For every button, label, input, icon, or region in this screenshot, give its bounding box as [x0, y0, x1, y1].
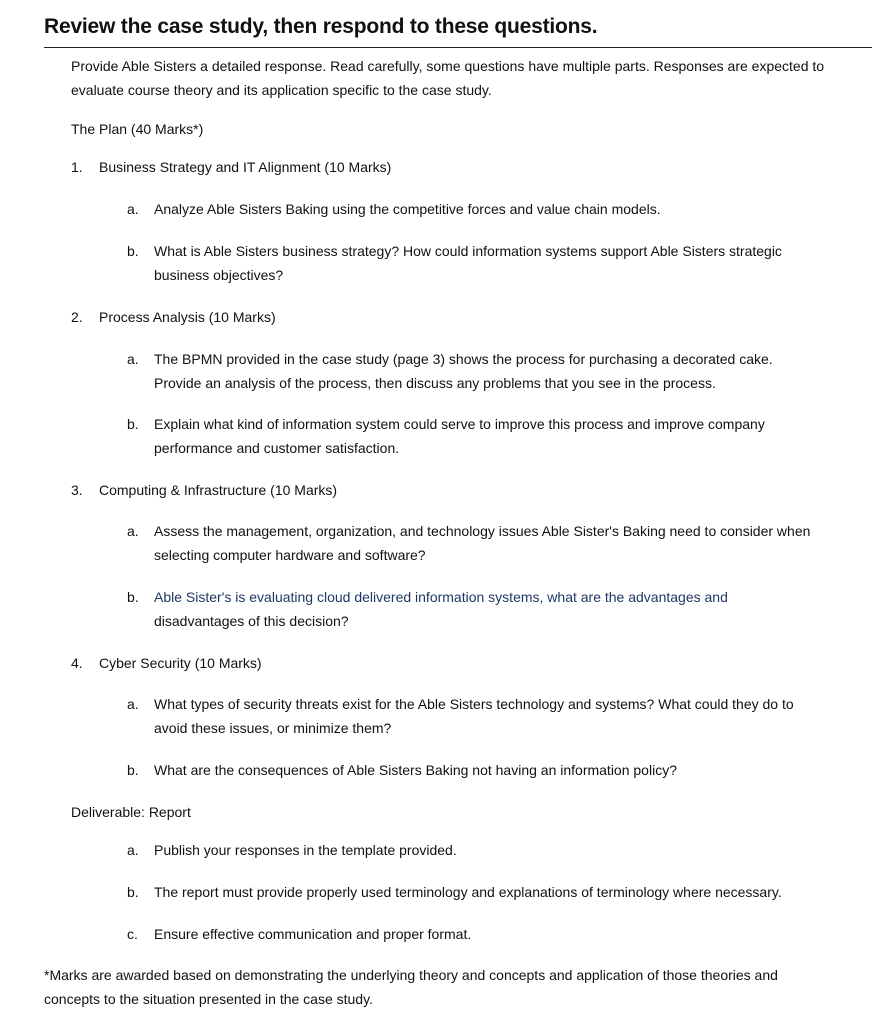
deliverable-item: The report must provide properly used terminology and explanations of terminology where necessary. — [154, 884, 782, 900]
question-text: disadvantages of this decision? — [154, 613, 349, 629]
plan-title: The Plan (40 Marks*) — [71, 121, 204, 137]
question-letter: b. — [127, 589, 139, 605]
footnote: *Marks are awarded based on demonstrating the underlying theory and concepts and application of those theories and — [44, 967, 778, 983]
section-number: 4. — [71, 655, 83, 671]
question-letter: b. — [127, 243, 139, 259]
question-letter: b. — [127, 416, 139, 432]
section-number: 1. — [71, 159, 83, 175]
question-text: What is Able Sisters business strategy? How could information systems support Able Sisters strategic — [154, 243, 782, 259]
question-text: performance and customer satisfaction. — [154, 440, 400, 456]
intro-paragraph: Provide Able Sisters a detailed response. Read carefully, some questions have multiple parts. Responses are expected to evaluate course theory and its application specific to the case study. — [71, 58, 825, 98]
page-title: Review the case study, then respond to these questions. — [44, 13, 872, 48]
deliverable-title: Deliverable: Report — [71, 804, 191, 820]
deliverable-letter: a. — [127, 842, 139, 858]
footnote: concepts to the situation presented in the case study. — [44, 991, 373, 1007]
question-letter: a. — [127, 201, 139, 217]
question-letter: a. — [127, 523, 139, 539]
deliverable-item: Ensure effective communication and proper format. — [154, 926, 472, 942]
deliverable-letter: c. — [127, 926, 138, 942]
question-text: Explain what kind of information system could serve to improve this process and improve company — [154, 416, 765, 432]
question-text: Analyze Able Sisters Baking using the competitive forces and value chain models. — [154, 201, 661, 217]
section-title: Process Analysis (10 Marks) — [99, 309, 276, 325]
question-text: What types of security threats exist for the Able Sisters technology and systems? What could they do to — [154, 696, 794, 712]
question-text: The BPMN provided in the case study (page 3) shows the process for purchasing a decorated cake. — [154, 351, 773, 367]
question-text: Provide an analysis of the process, then discuss any problems that you see in the process. — [154, 375, 716, 391]
question-letter: b. — [127, 762, 139, 778]
deliverable-letter: b. — [127, 884, 139, 900]
question-text: What are the consequences of Able Sisters Baking not having an information policy? — [154, 762, 677, 778]
deliverable-item: Publish your responses in the template provided. — [154, 842, 457, 858]
section-title: Cyber Security (10 Marks) — [99, 655, 262, 671]
question-text: Able Sister's is evaluating cloud delivered information systems, what are the advantages and — [154, 589, 728, 605]
section-number: 2. — [71, 309, 83, 325]
section-number: 3. — [71, 482, 83, 498]
question-letter: a. — [127, 696, 139, 712]
question-text: selecting computer hardware and software? — [154, 547, 426, 563]
section-title: Business Strategy and IT Alignment (10 Marks) — [99, 159, 392, 175]
section-title: Computing & Infrastructure (10 Marks) — [99, 482, 338, 498]
question-text: Assess the management, organization, and technology issues Able Sister's Baking need to consider when — [154, 523, 811, 539]
question-text: business objectives? — [154, 267, 284, 283]
question-letter: a. — [127, 351, 139, 367]
question-text: avoid these issues, or minimize them? — [154, 720, 392, 736]
